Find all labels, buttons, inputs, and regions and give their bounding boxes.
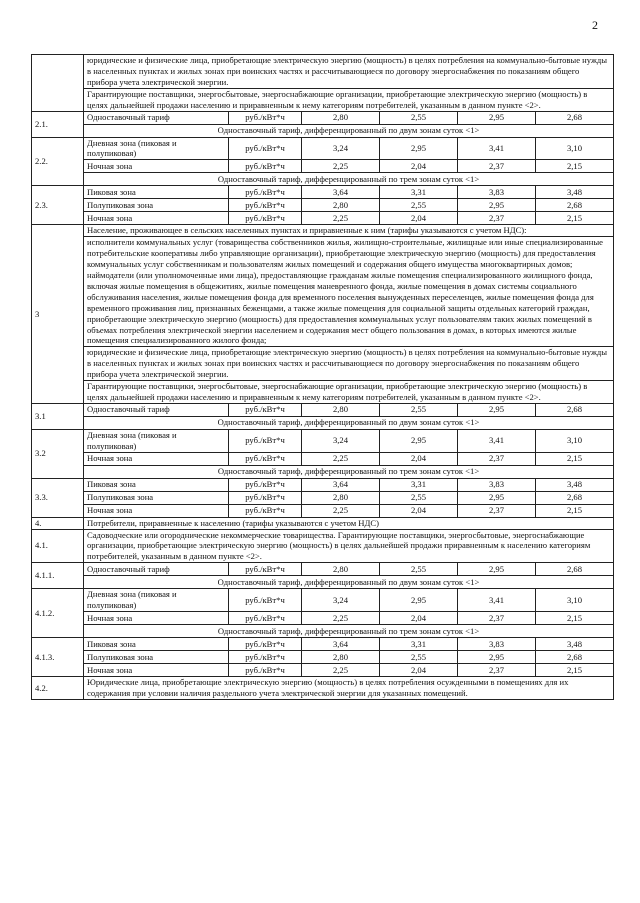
tariff-value: 2,25 [302, 452, 380, 465]
tariff-subheading: Одноставочный тариф, дифференцированный по двум зонам суток <1> [84, 576, 614, 589]
tariff-label: Ночная зона [84, 612, 229, 625]
row-description: юридические и физические лица, приобретающие электрическую энергию (мощность) в целях потребления на коммунально-бытовые нужды в населенных пунктах и жилых зонах при воинских частях и рассчитывающиеся по договору энергоснабжения по показаниям общего прибора учета электрической энергии. [84, 347, 614, 381]
tariff-value: 2,80 [302, 651, 380, 664]
row-description: Садоводческие или огороднические некоммерческие товарищества. Гарантирующие поставщики, энергосбытовые, энергоснабжающие организации, приобретающие электрическую энергию (мощность) в целях дальнейшей продажи приравненным к населению категориям потребителей, указанным в данном пункте <2>. [84, 529, 614, 563]
tariff-value: 3,10 [536, 137, 614, 160]
row-description: Потребители, приравненные к населению (тарифы указываются с учетом НДС) [84, 517, 614, 529]
tariff-value: 3,64 [302, 186, 380, 199]
tariff-unit: руб./кВт*ч [229, 612, 302, 625]
tariff-value: 2,15 [536, 664, 614, 677]
tariff-value: 3,48 [536, 186, 614, 199]
tariff-unit: руб./кВт*ч [229, 160, 302, 173]
tariff-value: 2,37 [458, 212, 536, 225]
tariff-unit: руб./кВт*ч [229, 199, 302, 212]
table-row [32, 381, 614, 404]
tariff-label: Одноставочный тариф [84, 563, 229, 576]
table-row [32, 212, 614, 225]
tariff-value: 3,83 [458, 638, 536, 651]
row-description: юридические и физические лица, приобретающие электрическую энергию (мощность) в целях потребления на коммунально-бытовые нужды в населенных пунктах и жилых зонах при воинских частях и рассчитывающиеся по договору энергоснабжения по показаниям общего прибора учета электрической энергии. [84, 55, 614, 89]
tariff-value: 2,95 [458, 563, 536, 576]
table-row [32, 88, 614, 111]
tariff-value: 2,25 [302, 160, 380, 173]
row-number: 2.1. [32, 111, 84, 137]
tariff-label: Полупиковая зона [84, 491, 229, 504]
tariff-value: 3,31 [380, 478, 458, 491]
table-row [32, 416, 614, 429]
tariff-value: 3,41 [458, 137, 536, 160]
table-row [32, 465, 614, 478]
tariff-value: 2,95 [458, 403, 536, 416]
table-row [32, 124, 614, 137]
tariff-value: 2,55 [380, 403, 458, 416]
tariff-value: 2,37 [458, 664, 536, 677]
table-row [32, 491, 614, 504]
tariff-value: 3,64 [302, 478, 380, 491]
tariff-value: 3,41 [458, 429, 536, 452]
tariff-unit: руб./кВт*ч [229, 504, 302, 517]
row-description: Юридические лица, приобретающие электрическую энергию (мощность) в целях потребления осужденными в помещениях для их содержания при условии наличия раздельного учета электрической энергии для указанных помещений. [84, 677, 614, 700]
tariff-value: 2,95 [458, 651, 536, 664]
tariff-subheading: Одноставочный тариф, дифференцированный по двум зонам суток <1> [84, 124, 614, 137]
tariff-unit: руб./кВт*ч [229, 429, 302, 452]
tariff-value: 3,24 [302, 137, 380, 160]
tariff-unit: руб./кВт*ч [229, 651, 302, 664]
tariff-subheading: Одноставочный тариф, дифференцированный по трем зонам суток <1> [84, 173, 614, 186]
row-description: Гарантирующие поставщики, энергосбытовые, энергоснабжающие организации, приобретающие электрическую энергию (мощность) в целях дальнейшей продажи населению и приравненным к нему категориям потребителей, указанным в данном пункте <2>. [84, 88, 614, 111]
tariff-value: 2,95 [380, 137, 458, 160]
tariff-subheading: Одноставочный тариф, дифференцированный по трем зонам суток <1> [84, 625, 614, 638]
row-number: 4.1. [32, 529, 84, 563]
table-row [32, 452, 614, 465]
tariff-value: 2,37 [458, 452, 536, 465]
tariff-unit: руб./кВт*ч [229, 452, 302, 465]
table-row [32, 638, 614, 651]
tariff-subheading: Одноставочный тариф, дифференцированный по двум зонам суток <1> [84, 416, 614, 429]
tariff-value: 2,80 [302, 403, 380, 416]
table-row [32, 664, 614, 677]
tariff-unit: руб./кВт*ч [229, 589, 302, 612]
tariff-value: 3,48 [536, 478, 614, 491]
tariff-value: 2,25 [302, 664, 380, 677]
tariff-unit: руб./кВт*ч [229, 563, 302, 576]
table-row [32, 173, 614, 186]
tariff-value: 3,64 [302, 638, 380, 651]
tariff-value: 2,04 [380, 504, 458, 517]
tariff-value: 2,55 [380, 491, 458, 504]
tariff-value: 3,31 [380, 638, 458, 651]
table-row [32, 111, 614, 124]
tariff-unit: руб./кВт*ч [229, 137, 302, 160]
tariff-unit: руб./кВт*ч [229, 186, 302, 199]
tariff-unit: руб./кВт*ч [229, 638, 302, 651]
tariff-value: 3,10 [536, 589, 614, 612]
tariff-value: 2,68 [536, 403, 614, 416]
row-number [32, 55, 84, 112]
tariff-unit: руб./кВт*ч [229, 664, 302, 677]
tariff-label: Полупиковая зона [84, 199, 229, 212]
table-row [32, 225, 614, 237]
tariff-value: 2,55 [380, 111, 458, 124]
tariff-value: 3,41 [458, 589, 536, 612]
tariff-unit: руб./кВт*ч [229, 403, 302, 416]
row-number: 4.1.1. [32, 563, 84, 589]
table-row [32, 612, 614, 625]
tariff-value: 2,80 [302, 491, 380, 504]
row-number: 3.3. [32, 478, 84, 517]
tariff-value: 2,04 [380, 664, 458, 677]
table-row [32, 160, 614, 173]
row-description: Гарантирующие поставщики, энергосбытовые, энергоснабжающие организации, приобретающие электрическую энергию (мощность) в целях дальнейшей продажи населению и приравненным к нему категориям потребителей, указанным в данном пункте <2>. [84, 381, 614, 404]
tariff-value: 2,15 [536, 160, 614, 173]
tariff-unit: руб./кВт*ч [229, 212, 302, 225]
row-number: 2.2. [32, 137, 84, 186]
tariff-value: 2,25 [302, 212, 380, 225]
tariff-label: Одноставочный тариф [84, 403, 229, 416]
table-row [32, 403, 614, 416]
tariff-unit: руб./кВт*ч [229, 478, 302, 491]
tariff-value: 2,04 [380, 160, 458, 173]
tariff-value: 2,95 [458, 491, 536, 504]
tariff-value: 2,80 [302, 111, 380, 124]
page-number: 2 [592, 18, 598, 32]
row-number: 4. [32, 517, 84, 529]
tariff-value: 2,04 [380, 452, 458, 465]
tariff-subheading: Одноставочный тариф, дифференцированный по трем зонам суток <1> [84, 465, 614, 478]
tariff-label: Дневная зона (пиковая и полупиковая) [84, 137, 229, 160]
row-number: 4.1.2. [32, 589, 84, 638]
tariff-value: 3,83 [458, 186, 536, 199]
tariff-value: 2,37 [458, 612, 536, 625]
tariff-value: 2,68 [536, 111, 614, 124]
tariff-label: Ночная зона [84, 664, 229, 677]
tariff-label: Ночная зона [84, 160, 229, 173]
tariff-value: 2,04 [380, 212, 458, 225]
tariff-value: 2,25 [302, 504, 380, 517]
table-row [32, 478, 614, 491]
tariff-value: 2,37 [458, 504, 536, 517]
tariff-label: Пиковая зона [84, 186, 229, 199]
tariff-value: 2,95 [458, 111, 536, 124]
tariff-value: 3,48 [536, 638, 614, 651]
tariff-value: 2,15 [536, 212, 614, 225]
table-row [32, 625, 614, 638]
tariff-value: 2,95 [380, 429, 458, 452]
tariff-value: 2,95 [380, 589, 458, 612]
tariff-value: 2,15 [536, 504, 614, 517]
tariff-value: 2,15 [536, 452, 614, 465]
tariff-value: 3,10 [536, 429, 614, 452]
tariff-value: 2,04 [380, 612, 458, 625]
tariff-value: 2,15 [536, 612, 614, 625]
tariff-value: 3,24 [302, 589, 380, 612]
tariff-value: 2,68 [536, 491, 614, 504]
tariff-value: 2,55 [380, 563, 458, 576]
table-row [32, 677, 614, 700]
table-row [32, 237, 614, 347]
tariff-label: Дневная зона (пиковая и полупиковая) [84, 589, 229, 612]
tariff-label: Дневная зона (пиковая и полупиковая) [84, 429, 229, 452]
tariff-value: 2,37 [458, 160, 536, 173]
table-row [32, 504, 614, 517]
tariff-label: Пиковая зона [84, 478, 229, 491]
table-row [32, 199, 614, 212]
row-number: 4.1.3. [32, 638, 84, 677]
tariff-table [31, 54, 614, 700]
tariff-value: 2,80 [302, 563, 380, 576]
tariff-value: 2,68 [536, 199, 614, 212]
table-row [32, 589, 614, 612]
tariff-label: Ночная зона [84, 212, 229, 225]
tariff-value: 2,95 [458, 199, 536, 212]
row-number: 3.1 [32, 403, 84, 429]
table-row [32, 347, 614, 381]
row-number: 3 [32, 225, 84, 404]
tariff-label: Ночная зона [84, 452, 229, 465]
row-description: Население, проживающее в сельских населенных пунктах и приравненные к ним (тарифы указываются с учетом НДС): [84, 225, 614, 237]
tariff-value: 2,55 [380, 199, 458, 212]
table-row [32, 186, 614, 199]
tariff-unit: руб./кВт*ч [229, 491, 302, 504]
tariff-label: Ночная зона [84, 504, 229, 517]
tariff-label: Полупиковая зона [84, 651, 229, 664]
table-row [32, 137, 614, 160]
table-row [32, 529, 614, 563]
tariff-value: 2,68 [536, 563, 614, 576]
table-row [32, 576, 614, 589]
row-number: 4.2. [32, 677, 84, 700]
tariff-value: 3,83 [458, 478, 536, 491]
row-number: 2.3. [32, 186, 84, 225]
tariff-value: 3,24 [302, 429, 380, 452]
tariff-value: 2,80 [302, 199, 380, 212]
table-row [32, 517, 614, 529]
table-row [32, 563, 614, 576]
tariff-label: Пиковая зона [84, 638, 229, 651]
table-row [32, 55, 614, 89]
tariff-value: 3,31 [380, 186, 458, 199]
tariff-value: 2,55 [380, 651, 458, 664]
table-row [32, 429, 614, 452]
tariff-value: 2,68 [536, 651, 614, 664]
tariff-unit: руб./кВт*ч [229, 111, 302, 124]
tariff-value: 2,25 [302, 612, 380, 625]
row-number: 3.2 [32, 429, 84, 478]
tariff-label: Одноставочный тариф [84, 111, 229, 124]
row-description: исполнители коммунальных услуг (товарищества собственников жилья, жилищно-строительные, жилищные или иные специализированные потребительские кооперативы либо управляющие организации), приобретающие электрическую энергию (мощность) для предоставления коммунальных услуг собственникам и пользователям жилых помещений и содержания общего имущества многоквартирных домов; наймодатели (или уполномоченные ими лица), предоставляющие гражданам жилые помещения специализированного жилищного фонда, включая жилые помещения в общежитиях, жилые помещения маневренного фонда, жилые помещения в домах системы социального обслуживания населения, жилые помещения фонда для временного поселения вынужденных переселенцев, жилые помещения фонда для временного проживания лиц, признанных беженцами, а также жилые помещения для социальной защиты отдельных категорий граждан, приобретающие электрическую энергию (мощность) для предоставления коммунальных услуг пользователям таких жилых помещений в объемах потребления электрической энергии населением и содержания мест общего пользования в домах, в которых имеются жилые помещения специализированного жилого фонда; [84, 237, 614, 347]
table-row [32, 651, 614, 664]
